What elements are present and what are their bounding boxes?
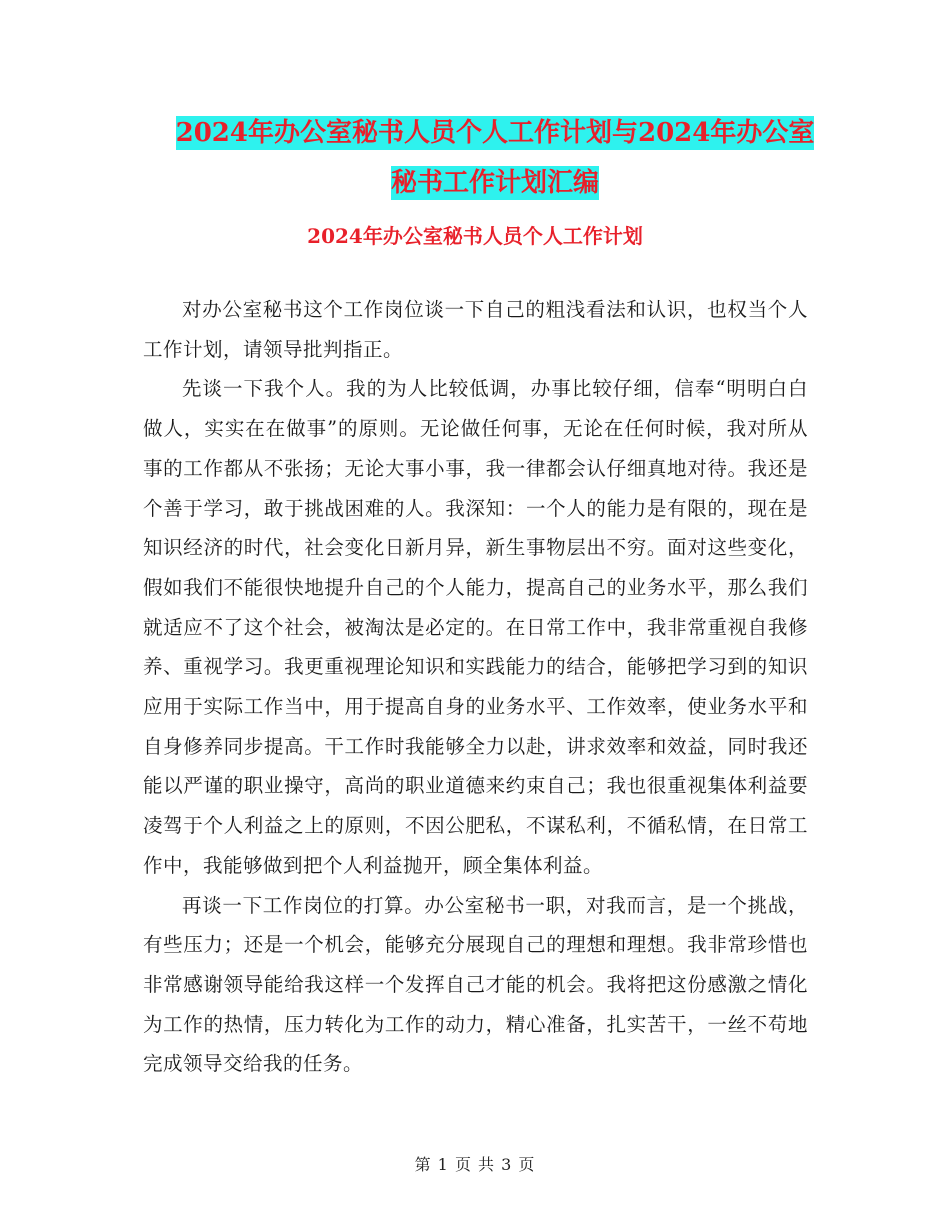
paragraph-plan: 再谈一下工作岗位的打算。办公室秘书一职，对我而言，是一个挑战，有些压力；还是一个机会，能够充分展现自己的理想和理想。我非常珍惜也非常感谢领导能给我这样一个发挥自己才能的机会。我将把这份感激之情化为工作的热情，压力转化为工作的动力，精心准备，扎实苦干，一丝不苟地完成领导交给我的任务。	[143, 893, 808, 1076]
page-footer: 第 1 页 共 3 页	[414, 1155, 536, 1174]
section-heading: 2024年办公室秘书人员个人工作计划	[307, 224, 643, 248]
title-line-1: 2024年办公室秘书人员个人工作计划与2024年办公室	[175, 118, 815, 148]
title-line-2: 秘书工作计划汇编	[390, 168, 599, 198]
paragraph-intro: 对办公室秘书这个工作岗位谈一下自己的粗浅看法和认识，也权当个人工作计划，请领导批判指正。	[143, 298, 808, 361]
body-text	[143, 290, 808, 1084]
document-title	[140, 108, 850, 208]
paragraph-personal: 先谈一下我个人。我的为人比较低调，办事比较仔细，信奉“明明白白做人，实实在在做事”的原则。无论做任何事，无论在任何时候，我对所从事的工作都从不张扬；无论大事小事，我一律都会认仔细真地对待。我还是个善于学习，敢于挑战困难的人。我深知：一个人的能力是有限的，现在是知识经济的时代，社会变化日新月异，新生事物层出不穷。面对这些变化，假如我们不能很快地提升自己的个人能力，提高自己的业务水平，那么我们就适应不了这个社会，被淘汰是必定的。在日常工作中，我非常重视自我修养、重视学习。我更重视理论知识和实践能力的结合，能够把学习到的知识应用于实际工作当中，用于提高自身的业务水平、工作效率，使业务水平和自身修养同步提高。干工作时我能够全力以赴，讲求效率和效益，同时我还能以严谨的职业操守，高尚的职业道德来约束自己；我也很重视集体利益要凌驾于个人利益之上的原则，不因公肥私，不谋私利，不循私情，在日常工作中，我能够做到把个人利益抛开，顾全集体利益。	[143, 377, 808, 877]
